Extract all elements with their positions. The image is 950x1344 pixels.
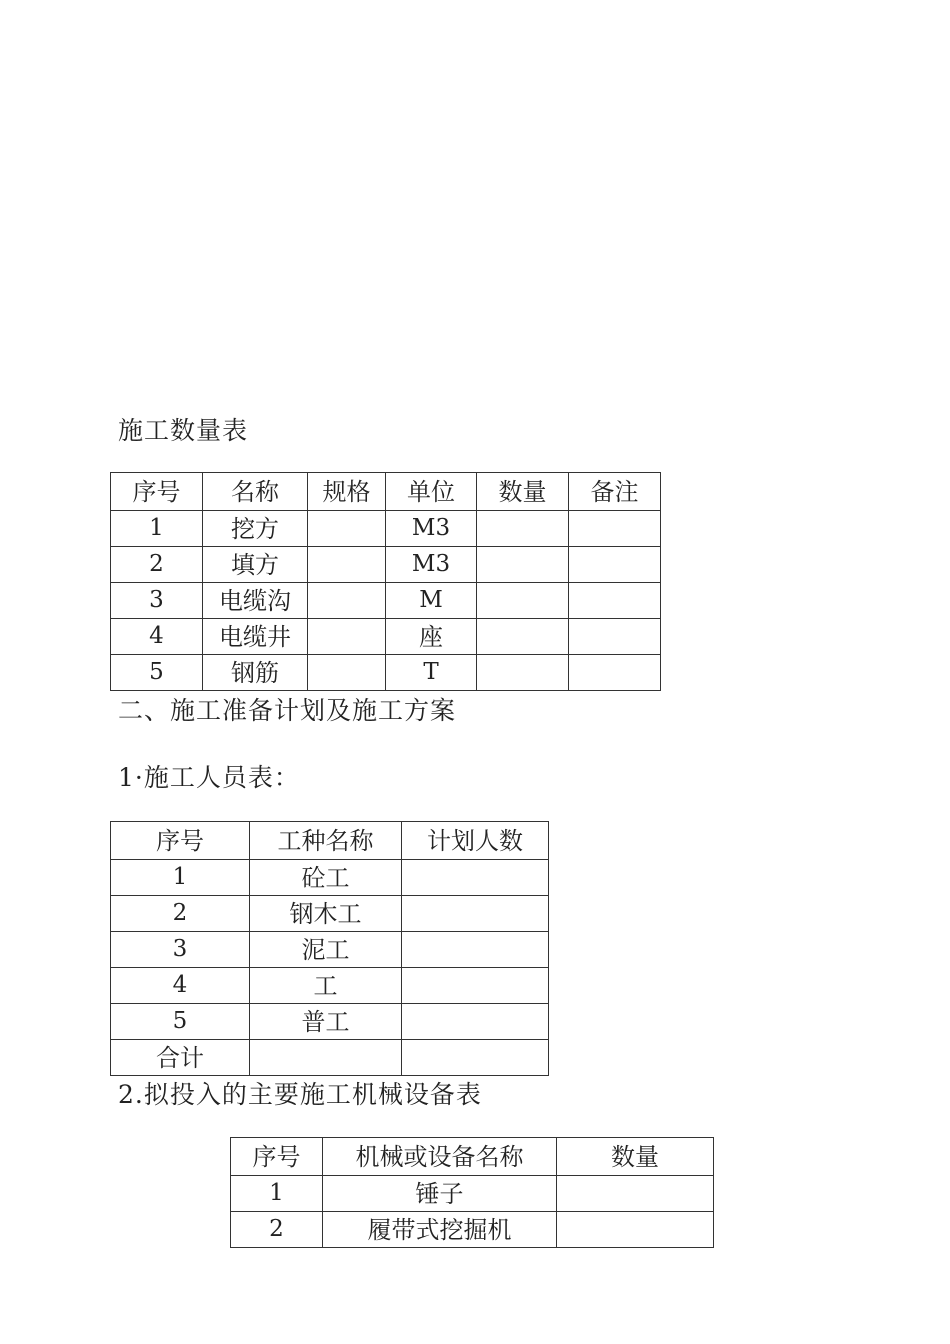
table-cell xyxy=(308,583,386,619)
table-cell xyxy=(402,1004,549,1040)
table-header-row xyxy=(231,1138,714,1176)
table-cell: 2 xyxy=(231,1212,323,1248)
table-cell xyxy=(557,1176,714,1212)
table-cell xyxy=(308,655,386,691)
table-header-row xyxy=(111,473,661,511)
table-cell: 5 xyxy=(111,1004,250,1040)
table-row xyxy=(111,655,661,691)
table-cell: 锤子 xyxy=(323,1176,557,1212)
table-cell xyxy=(477,511,569,547)
header-cell: 计划人数 xyxy=(402,822,549,860)
table-cell: 履带式挖掘机 xyxy=(323,1212,557,1248)
table-cell xyxy=(402,860,549,896)
personnel-table-title: 1·施工人员表： xyxy=(118,763,300,792)
table-cell: 砼工 xyxy=(250,860,402,896)
table-cell xyxy=(569,583,661,619)
table-cell: 泥工 xyxy=(250,932,402,968)
table-cell: 3 xyxy=(111,583,203,619)
header-cell: 数量 xyxy=(477,473,569,511)
table-cell xyxy=(569,547,661,583)
table-cell xyxy=(477,619,569,655)
equipment-table xyxy=(230,1137,714,1248)
table-cell xyxy=(308,619,386,655)
table-cell xyxy=(557,1212,714,1248)
table-header-row xyxy=(111,822,549,860)
table-cell xyxy=(477,655,569,691)
table-cell: 工 xyxy=(250,968,402,1004)
table-cell: T xyxy=(386,655,477,691)
header-cell: 规格 xyxy=(308,473,386,511)
table-row xyxy=(111,932,549,968)
header-cell: 备注 xyxy=(569,473,661,511)
table-cell xyxy=(402,896,549,932)
table-cell: 座 xyxy=(386,619,477,655)
table-row xyxy=(231,1212,714,1248)
table-cell xyxy=(569,619,661,655)
table-cell: 2 xyxy=(111,547,203,583)
table-cell: 4 xyxy=(111,968,250,1004)
header-cell: 序号 xyxy=(231,1138,323,1176)
table-cell xyxy=(402,968,549,1004)
table-row xyxy=(111,619,661,655)
table-cell xyxy=(402,932,549,968)
quantity-table-title: 施工数量表 xyxy=(118,416,249,445)
table-cell: M xyxy=(386,583,477,619)
table-cell xyxy=(569,511,661,547)
equipment-table-title: 2.拟投入的主要施工机械设备表 xyxy=(118,1080,482,1109)
table-cell: 电缆井 xyxy=(203,619,308,655)
header-cell: 数量 xyxy=(557,1138,714,1176)
table-cell xyxy=(477,583,569,619)
table-cell xyxy=(308,547,386,583)
table-cell: 1 xyxy=(111,860,250,896)
header-cell: 序号 xyxy=(111,822,250,860)
table-cell: 3 xyxy=(111,932,250,968)
table-cell xyxy=(402,1040,549,1076)
header-cell: 名称 xyxy=(203,473,308,511)
table-row xyxy=(231,1176,714,1212)
table-cell xyxy=(308,511,386,547)
table-cell xyxy=(250,1040,402,1076)
table-cell xyxy=(569,655,661,691)
table-row xyxy=(111,583,661,619)
table-cell: 5 xyxy=(111,655,203,691)
header-cell: 序号 xyxy=(111,473,203,511)
header-cell: 工种名称 xyxy=(250,822,402,860)
table-cell xyxy=(477,547,569,583)
table-row xyxy=(111,1040,549,1076)
table-cell: 钢筋 xyxy=(203,655,308,691)
table-cell: 2 xyxy=(111,896,250,932)
table-cell: 挖方 xyxy=(203,511,308,547)
table-row xyxy=(111,511,661,547)
table-row xyxy=(111,860,549,896)
table-cell: M3 xyxy=(386,547,477,583)
header-cell: 单位 xyxy=(386,473,477,511)
table-cell: 普工 xyxy=(250,1004,402,1040)
quantity-table xyxy=(110,472,661,691)
table-row xyxy=(111,896,549,932)
table-cell: 4 xyxy=(111,619,203,655)
table-cell: 1 xyxy=(111,511,203,547)
table-row xyxy=(111,547,661,583)
table-cell: 合计 xyxy=(111,1040,250,1076)
table-row xyxy=(111,968,549,1004)
table-cell: M3 xyxy=(386,511,477,547)
table-cell: 钢木工 xyxy=(250,896,402,932)
section-two-title: 二、施工准备计划及施工方案 xyxy=(118,696,457,725)
table-cell: 1 xyxy=(231,1176,323,1212)
table-cell: 电缆沟 xyxy=(203,583,308,619)
personnel-table xyxy=(110,821,549,1076)
header-cell: 机械或设备名称 xyxy=(323,1138,557,1176)
table-cell: 填方 xyxy=(203,547,308,583)
table-row xyxy=(111,1004,549,1040)
